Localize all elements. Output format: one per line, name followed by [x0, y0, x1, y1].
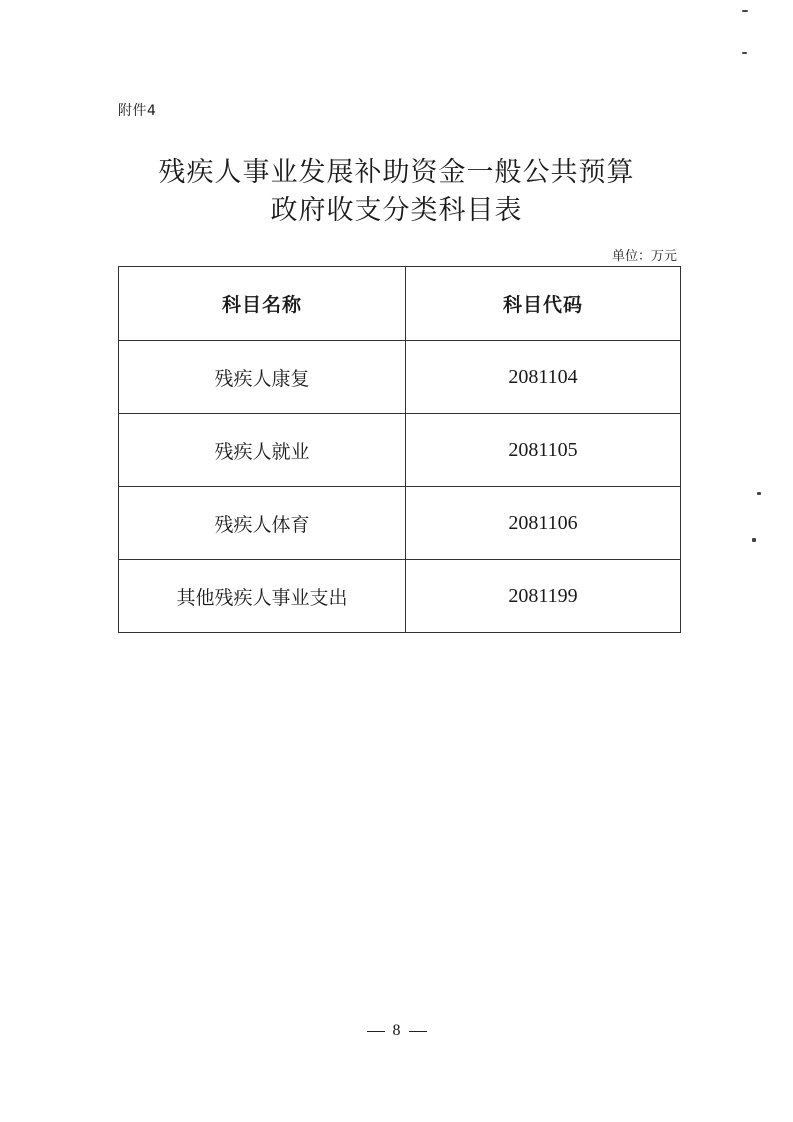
page-number-right-dash — [409, 1031, 427, 1032]
subject-code-cell: 2081106 — [406, 487, 681, 560]
subject-table — [118, 266, 681, 633]
subject-name-cell: 其他残疾人事业支出 — [119, 560, 406, 633]
page-number — [0, 1022, 793, 1040]
subject-name-cell: 残疾人体育 — [119, 487, 406, 560]
table-row — [119, 560, 681, 633]
subject-name-cell: 残疾人康复 — [119, 341, 406, 414]
document-title-line1: 残疾人事业发展补助资金一般公共预算 — [158, 157, 635, 188]
column-header-subject-name: 科目名称 — [119, 267, 406, 341]
table-row — [119, 341, 681, 414]
table-row — [119, 487, 681, 560]
column-header-subject-code: 科目代码 — [406, 267, 681, 341]
scan-speck — [742, 10, 748, 12]
table-header-row — [119, 267, 681, 341]
subject-code-cell: 2081104 — [406, 341, 681, 414]
unit-label: 单位：万元 — [611, 249, 677, 264]
scan-speck — [757, 492, 761, 495]
document-title-line2: 政府收支分类科目表 — [270, 195, 523, 226]
subject-code-cell: 2081199 — [406, 560, 681, 633]
scan-speck — [742, 52, 747, 54]
page-number-left-dash — [367, 1031, 385, 1032]
subject-code-cell: 2081105 — [406, 414, 681, 487]
page-number-value: 8 — [392, 1022, 401, 1039]
subject-name-cell: 残疾人就业 — [119, 414, 406, 487]
table-row — [119, 414, 681, 487]
attachment-label: 附件4 — [118, 103, 157, 119]
scan-speck — [752, 538, 756, 542]
